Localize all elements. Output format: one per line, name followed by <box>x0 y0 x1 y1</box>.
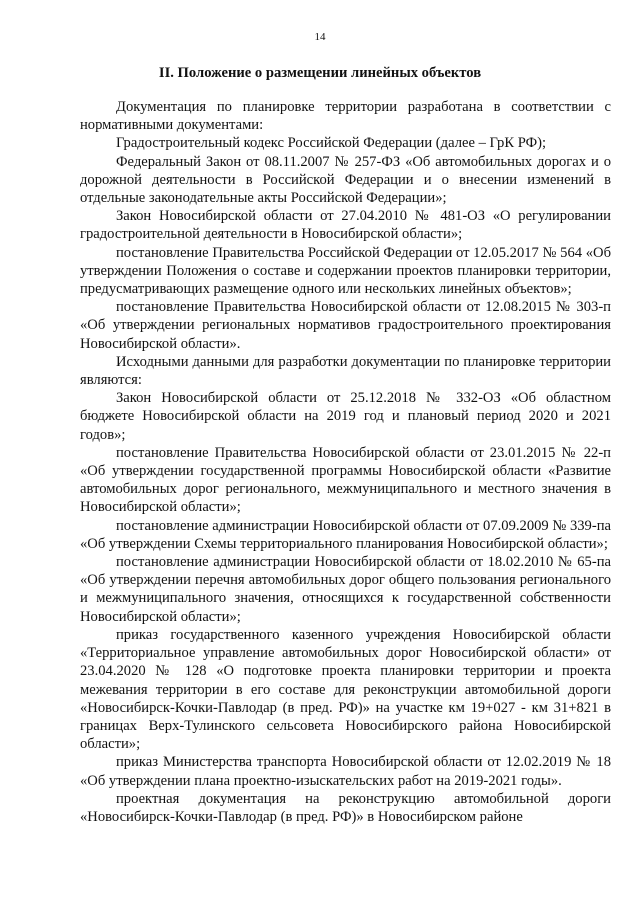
paragraph-source-data: Исходными данными для разработки документации по планировке территории являются: <box>80 353 611 389</box>
paragraph-project-docs: проектная документация на реконструкцию автомобильной дороги «Новосибирск-Кочки-Павлодар (в пред. РФ)» в Новосибирском районе <box>80 790 611 825</box>
paragraph-order-128: приказ государственного казенного учреждения Новосибирской области «Территориальное управление автомобильных дорог Новосибирской области» от 23.04.2020 № 128 «О подготовке проекта планировки территории и проекта межевания территории в его составе для реконструкции автомобильной дороги «Новосибирск-Кочки-Павлодар (в пред. РФ)» на участке км 19+027 - км 31+821 в границах Верх-Тулинского сельсовета Новосибирского района Новосибирской области»; <box>80 626 611 753</box>
paragraph-resolution-339: постановление администрации Новосибирской области от 07.09.2009 № 339-па «Об утверждении Схемы территориального планирования Новосибирской области»; <box>80 517 611 552</box>
paragraph-order-18: приказ Министерства транспорта Новосибирской области от 12.02.2019 № 18 «Об утверждении плана проектно-изыскательских работ на 2019-2021 годы». <box>80 754 611 789</box>
paragraph-law-332: Закон Новосибирской области от 25.12.2018 № 332-ОЗ «Об областном бюджете Новосибирской области на 2019 год и плановый период 2020 и 2021 годов»; <box>80 390 611 443</box>
paragraph-resolution-22: постановление Правительства Новосибирской области от 23.01.2015 № 22-п «Об утверждении государственной программы Новосибирской области «Развитие автомобильных дорог регионального, межмуниципального и местного значения в Новосибирской области»; <box>80 444 611 516</box>
section-heading: II. Положение о размещении линейных объектов <box>158 65 482 81</box>
paragraph-grk: Градостроительный кодекс Российской Федерации (далее – ГрК РФ); <box>116 135 547 152</box>
page-number: 14 <box>314 31 326 43</box>
paragraph-resolution-65: постановление администрации Новосибирской области от 18.02.2010 № 65-па «Об утверждении перечня автомобильных дорог общего пользования регионального и межмуниципального значения, относящихся к государственной собственности Новосибирской области»; <box>80 554 611 625</box>
paragraph-federal-law: Федеральный Закон от 08.11.2007 № 257-ФЗ «Об автомобильных дорогах и о дорожной деятельности в Российской Федерации и о внесении изменений в отдельные законодательные акты Российской Федерации»; <box>80 153 611 207</box>
paragraph-resolution-303: постановление Правительства Новосибирской области от 12.08.2015 № 303-п «Об утверждении региональных нормативов градостроительного проектирования Новосибирской области». <box>80 299 611 352</box>
paragraph-regional-law-481: Закон Новосибирской области от 27.04.2010 № 481-ОЗ «О регулировании градостроительной деятельности в Новосибирской области»; <box>80 208 611 243</box>
paragraph-intro: Документация по планировке территории разработана в соответствии с нормативными документами: <box>80 99 611 134</box>
paragraph-resolution-564: постановление Правительства Российской Федерации от 12.05.2017 № 564 «Об утверждении Положения о составе и содержании проектов планировки территории, предусматривающих размещение одного или нескольких линейных объектов»; <box>80 244 611 298</box>
document-body <box>80 98 611 826</box>
